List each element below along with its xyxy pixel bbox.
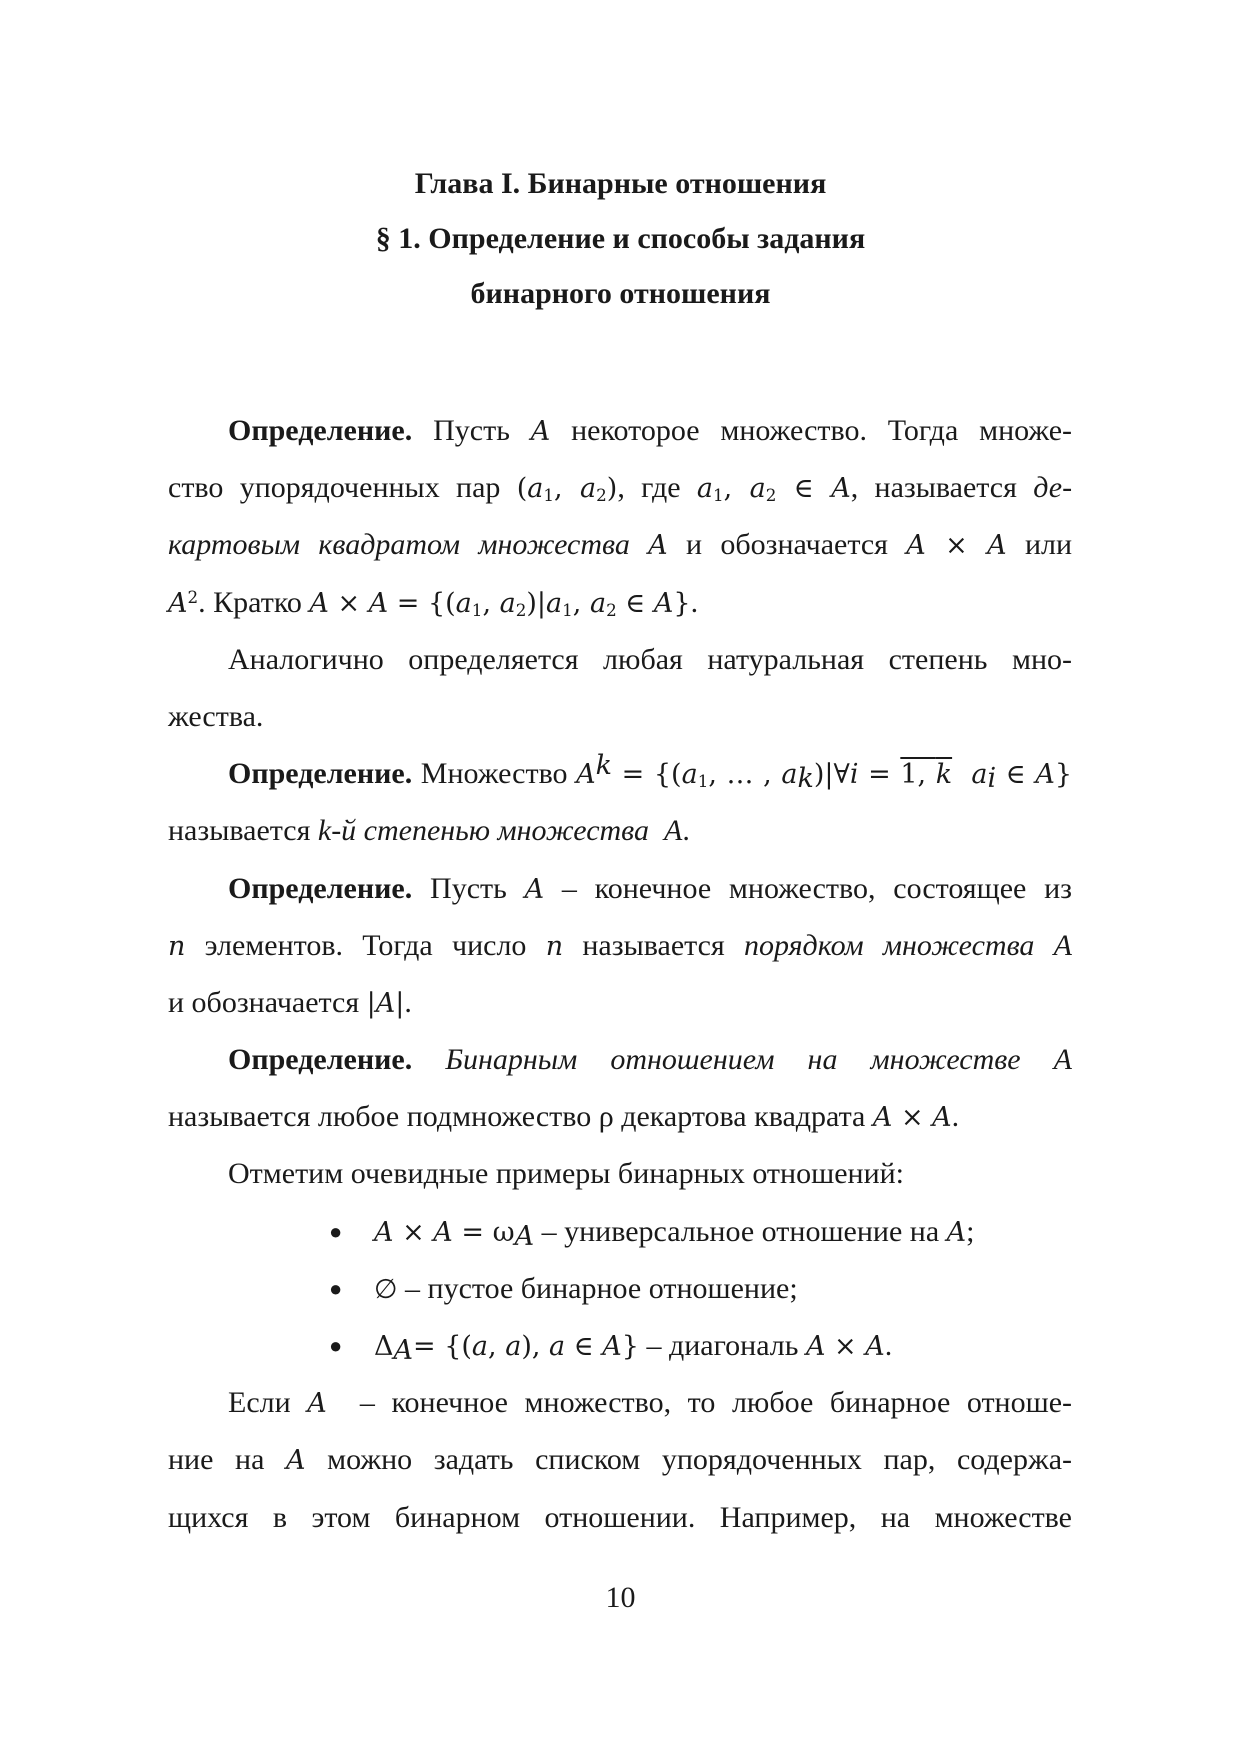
text-run: – пустое бинарное отношение;	[405, 1271, 798, 1305]
text-run: Если	[228, 1386, 291, 1420]
page-number: 10	[605, 1581, 636, 1614]
def2-line1: Определение. Множество $A^k = \{(a_1$, … , $a_k)|\forall i = 1$, k $a_i$ ∈ A}	[228, 749, 1073, 795]
text-run: Пусть	[433, 414, 510, 447]
text-run: элементов. Тогда число	[204, 928, 527, 962]
def3-line1: Определение. Пусть A – конечное множество, состоящее из	[228, 871, 1073, 905]
list-item: ● $\Delta_A= \{(a$, a), a ∈ A} – диагональ A × A.	[168, 1317, 1072, 1374]
definition-label: Определение.	[228, 414, 413, 447]
text-run: – конечное множество, то любое бинарное отноше-	[359, 1386, 1073, 1420]
term-italic: Бинарным отношением на множестве	[445, 1043, 1021, 1077]
text-run: . Кратко	[198, 585, 302, 619]
body-text	[168, 402, 1072, 1546]
text-run: называется	[582, 928, 725, 962]
def1-line2: ство упорядоченных пар ($a_1$, $a_2$), где $a_1$, $a_2$ ∈ A, называется де-	[168, 471, 1073, 506]
p2-line1: Аналогично определяется любая натуральная степень мно-	[228, 642, 1072, 676]
p7-line3: щихся в этом бинарном отношении. Например, на множестве	[168, 1500, 1072, 1534]
p7-line2: ние на A можно задать списком упорядоченных пар, содержа-	[168, 1443, 1073, 1477]
definition-label: Определение.	[228, 871, 413, 905]
chapter-title: Глава I. Бинарные отношения	[414, 167, 827, 200]
section-title-line2: бинарного отношения	[470, 277, 771, 310]
text-run: или	[1024, 528, 1073, 562]
p2-line2: жества.	[168, 699, 264, 733]
definition-label: Определение.	[228, 757, 413, 791]
def1-line3: картовым квадратом множества A и обозначается A × A или	[168, 528, 1073, 562]
section-title-line1: § 1. Определение и способы задания	[375, 222, 866, 255]
def3-line2: n элементов. Тогда число n называется порядком множества A	[168, 928, 1072, 962]
def2-line2: называется k-й степенью множества A.	[168, 814, 690, 848]
def4-line2: называется любое подмножество ρ декартова квадрата A × A.	[168, 1100, 960, 1134]
text-run: – конечное множество, состоящее из	[561, 871, 1073, 905]
bullet-icon: ●	[329, 1218, 343, 1244]
list-item: ● ∅ – пустое бинарное отношение;	[168, 1260, 1072, 1317]
definition-label: Определение.	[228, 1043, 413, 1077]
text-run: и обозначается	[685, 528, 888, 562]
term-italic: картовым квадратом множества	[168, 528, 630, 562]
term-italic: де-	[1033, 471, 1073, 505]
term-italic: k-й степенью множества	[317, 814, 649, 848]
heading-block	[0, 158, 1241, 320]
def1-line1: Определение. Пусть A некоторое множество. Тогда множе-	[228, 414, 1073, 447]
p7-line1: Если A – конечное множество, то любое бинарное отноше-	[228, 1386, 1073, 1420]
text-run: ство упорядоченных пар	[168, 471, 501, 505]
term-italic: порядком множества	[744, 928, 1035, 962]
bullet-icon: ●	[329, 1275, 343, 1301]
def3-line3: и обозначается |A|.	[168, 985, 412, 1019]
text-run: называется	[168, 814, 311, 848]
examples-intro: Отметим очевидные примеры бинарных отношений:	[228, 1157, 905, 1191]
text-run: называется	[874, 471, 1017, 505]
text-run: некоторое множество. Тогда множе-	[571, 414, 1073, 447]
text-run: ние на	[168, 1443, 265, 1477]
list-item: ● $A \times A = \omega_A$ – универсальное отношение на A;	[168, 1203, 1072, 1260]
text-run: Множество	[420, 757, 568, 791]
text-run: – диагональ	[646, 1329, 799, 1362]
text-run: называется любое подмножество ρ декартова квадрата	[168, 1100, 866, 1134]
text-run: и обозначается	[168, 985, 360, 1019]
def1-line4: $A^2$. Кратко $A \times A = \{(a_1$, $a_2)|a_1$, $a_2$ ∈ A}.	[168, 585, 699, 620]
text-run: можно задать списком упорядоченных пар, содержа-	[327, 1443, 1073, 1477]
text-run: – универсальное отношение на	[541, 1214, 940, 1248]
bullet-icon: ●	[329, 1333, 343, 1358]
def4-line1: Определение. Бинарным отношением на множестве A	[228, 1043, 1072, 1077]
text-run: Пусть	[430, 871, 507, 905]
text-run: где	[641, 471, 681, 505]
